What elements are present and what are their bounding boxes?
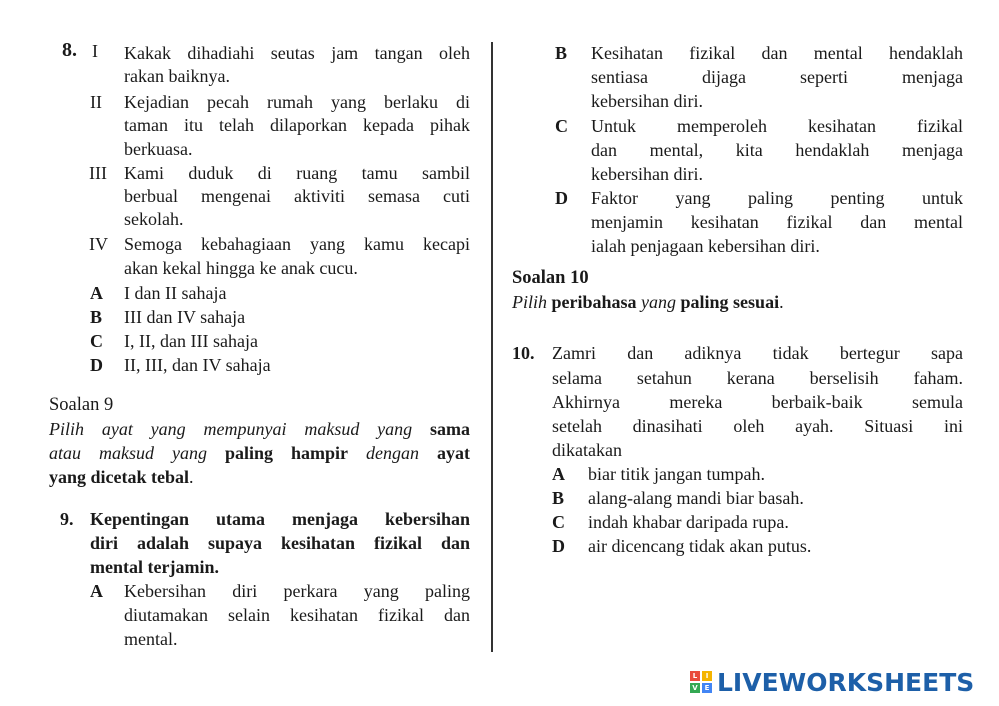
statement-line: rakan baiknya. [124, 66, 230, 86]
option-letter: C [555, 116, 568, 136]
statement-line: akan kekal hingga ke anak cucu. [124, 258, 358, 278]
logo-tile: V [690, 683, 700, 693]
soalan-10-heading: Soalan 10 [512, 268, 589, 288]
statement-roman: III [89, 163, 107, 183]
option-d[interactable]: Faktor yang paling penting untuk [591, 188, 963, 208]
question-9-stem: mental terjamin. [90, 557, 219, 577]
statement-roman: IV [89, 234, 108, 254]
option-c[interactable]: I, II, dan III sahaja [124, 331, 258, 351]
logo-text: LIVEWORKSHEETS [717, 667, 975, 697]
question-10-stem: Zamri dan adiknya tidak bertegur sapa [552, 343, 963, 363]
option-letter: B [555, 43, 568, 63]
statement-line: berkuasa. [124, 139, 193, 159]
option-c[interactable]: Untuk memperoleh kesihatan fizikal [591, 116, 963, 136]
logo-tile: E [702, 683, 712, 693]
statement-line: sekolah. [124, 209, 184, 229]
option-c[interactable]: kebersihan diri. [591, 164, 703, 184]
option-letter: B [552, 488, 565, 508]
option-b[interactable]: alang-alang mandi biar basah. [588, 488, 804, 508]
option-a[interactable]: biar titik jangan tumpah. [588, 464, 765, 484]
soalan-9-instruction: yang dicetak tebal. [49, 467, 194, 487]
question-9-stem: Kepentingan utama menjaga kebersihan [90, 509, 470, 529]
statement-line: Kakak dihadiahi seutas jam tangan oleh [124, 43, 470, 63]
option-a[interactable]: mental. [124, 629, 178, 649]
statement-line: taman itu telah dilaporkan kepada pihak [124, 115, 470, 135]
logo-tiles-icon [690, 671, 712, 693]
question-10-number: 10. [512, 343, 535, 363]
option-letter: D [90, 355, 103, 375]
statement-roman: II [90, 92, 102, 112]
option-b[interactable]: Kesihatan fizikal dan mental hendaklah [591, 43, 963, 63]
option-b[interactable]: sentiasa dijaga seperti menjaga [591, 67, 963, 87]
question-10-stem: setelah dinasihati oleh ayah. Situasi ini [552, 416, 963, 436]
option-letter: C [552, 512, 565, 532]
question-8-number: 8. [62, 39, 77, 61]
statement-line: berbual mengenai aktiviti semasa cuti [124, 186, 470, 206]
statement-roman: I [92, 41, 98, 61]
option-c[interactable]: indah khabar daripada rupa. [588, 512, 789, 532]
option-d[interactable]: air dicencang tidak akan putus. [588, 536, 812, 556]
statement-line: Semoga kebahagiaan yang kamu kecapi [124, 234, 470, 254]
option-letter: B [90, 307, 103, 327]
option-letter: A [552, 464, 565, 484]
option-letter: C [90, 331, 103, 351]
option-letter: A [90, 283, 103, 303]
option-letter: D [555, 188, 568, 208]
question-10-stem: dikatakan [552, 440, 622, 460]
logo-tile: I [702, 671, 712, 681]
question-10-stem: selama setahun kerana berselisih faham. [552, 368, 963, 388]
option-c[interactable]: dan mental, kita hendaklah menjaga [591, 140, 963, 160]
option-a[interactable]: Kebersihan diri perkara yang paling [124, 581, 470, 601]
logo-tile: L [690, 671, 700, 681]
column-divider [491, 42, 493, 652]
option-d[interactable]: menjamin kesihatan fizikal dan mental [591, 212, 963, 232]
option-d[interactable]: ialah penjagaan kebersihan diri. [591, 236, 820, 256]
option-letter: D [552, 536, 565, 556]
option-b[interactable]: III dan IV sahaja [124, 307, 246, 327]
option-a[interactable]: I dan II sahaja [124, 283, 227, 303]
option-letter: A [90, 581, 103, 601]
question-9-number: 9. [60, 509, 74, 529]
soalan-9-instruction: Pilih ayat yang mempunyai maksud yang sama [49, 419, 470, 439]
question-9-stem: diri adalah supaya kesihatan fizikal dan [90, 533, 470, 553]
soalan-10-instruction: Pilih peribahasa yang paling sesuai. [512, 292, 784, 312]
soalan-9-instruction: atau maksud yang paling hampir dengan ayat [49, 443, 470, 463]
option-d[interactable]: II, III, dan IV sahaja [124, 355, 271, 375]
statement-line: Kejadian pecah rumah yang berlaku di [124, 92, 470, 112]
option-b[interactable]: kebersihan diri. [591, 91, 703, 111]
question-10-stem: Akhirnya mereka berbaik-baik semula [552, 392, 963, 412]
statement-line: Kami duduk di ruang tamu sambil [124, 163, 470, 183]
option-a[interactable]: diutamakan selain kesihatan fizikal dan [124, 605, 470, 625]
soalan-9-heading: Soalan 9 [49, 395, 114, 415]
liveworksheets-logo[interactable] [690, 664, 974, 700]
